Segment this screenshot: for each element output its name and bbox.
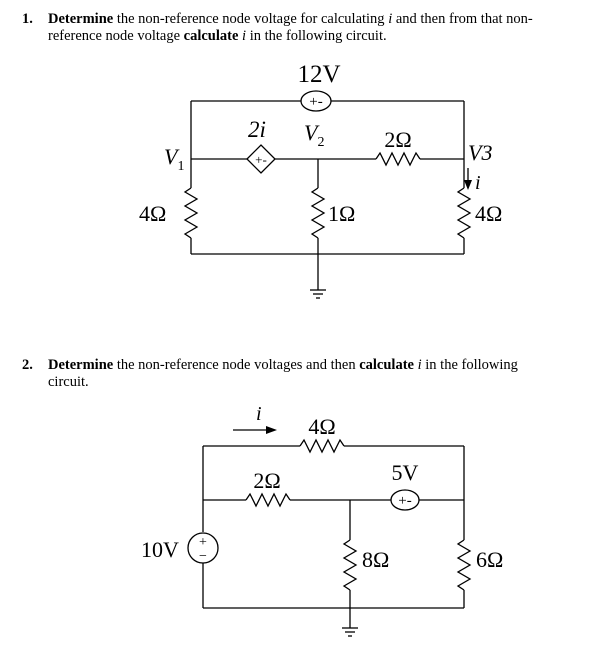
- problem-2-number: 2.: [22, 357, 33, 373]
- dep-source-label: 2i: [248, 117, 266, 142]
- resistor-top-2ohm: [376, 153, 420, 165]
- circuit-2: [141, 403, 503, 636]
- resistor-right-6ohm: [458, 540, 470, 590]
- current-i-label: i: [256, 403, 262, 425]
- problem-2-text-part: in the following: [421, 357, 518, 373]
- problem-1-text-part: the non-reference node voltage for calculating: [113, 11, 389, 27]
- node-v2-letter: V: [304, 120, 318, 145]
- problem-1-var-i: i: [242, 28, 247, 44]
- resistor-mid-1ohm: [312, 188, 324, 238]
- arrow-right-icon: [266, 426, 277, 434]
- resistor-right-4ohm: [458, 188, 470, 238]
- problem-1-text-part: reference node voltage: [48, 28, 184, 44]
- ground-icon: [310, 290, 326, 298]
- problem-1-text-part: in the following circuit.: [246, 28, 387, 44]
- problem-2-text-part: the non-reference node voltages and then: [113, 357, 360, 373]
- source-12v-label: 12V: [297, 61, 341, 88]
- r-mid-label: 8Ω: [362, 547, 390, 572]
- problem-2-var-i: i: [417, 357, 422, 373]
- problem-1-keyword-determine: Determine: [48, 11, 114, 27]
- problem-2-text-part: circuit.: [48, 374, 89, 390]
- problem-1-number: 1.: [22, 11, 33, 27]
- node-v1-subscript: 1: [177, 159, 185, 174]
- current-i-label: i: [475, 172, 481, 194]
- source-10v-plus: +: [199, 535, 207, 550]
- node-v1-letter: V: [164, 144, 178, 169]
- resistor-top-4ohm: [300, 440, 344, 452]
- r-inner-label: 2Ω: [253, 468, 281, 493]
- resistor-left-4ohm: [185, 188, 197, 238]
- dep-source-polarity: +-: [255, 152, 267, 167]
- resistor-mid-8ohm: [344, 540, 356, 590]
- r-right-label: 6Ω: [476, 547, 504, 572]
- r-right-label: 4Ω: [475, 201, 503, 226]
- problem-2-keyword-calculate: calculate: [359, 357, 414, 373]
- problem-1-keyword-calculate: calculate: [183, 28, 239, 44]
- source-5v-label: 5V: [391, 460, 419, 485]
- source-5v-polarity: +-: [398, 493, 412, 509]
- source-10v-minus: −: [199, 549, 207, 564]
- source-10v-label: 10V: [141, 537, 179, 562]
- node-v1-label: [164, 144, 184, 174]
- circuit-1: [139, 61, 502, 298]
- source-polarity: +-: [309, 94, 323, 110]
- arrow-down-icon: [464, 180, 472, 190]
- ground-icon: [342, 628, 358, 636]
- r-top-label: 4Ω: [308, 414, 336, 439]
- r-top-label: 2Ω: [384, 127, 412, 152]
- r-mid-label: 1Ω: [328, 201, 356, 226]
- r-left-label: 4Ω: [139, 201, 167, 226]
- resistor-inner-2ohm: [246, 494, 290, 506]
- problem-1-var-i: i: [388, 11, 393, 27]
- node-v3-label: V3: [468, 140, 493, 165]
- problem-2-keyword-determine: Determine: [48, 357, 114, 373]
- node-v2-subscript: 2: [317, 135, 325, 150]
- node-v2-label: [304, 120, 324, 150]
- problem-1-text-part: and then from that non-: [392, 11, 533, 27]
